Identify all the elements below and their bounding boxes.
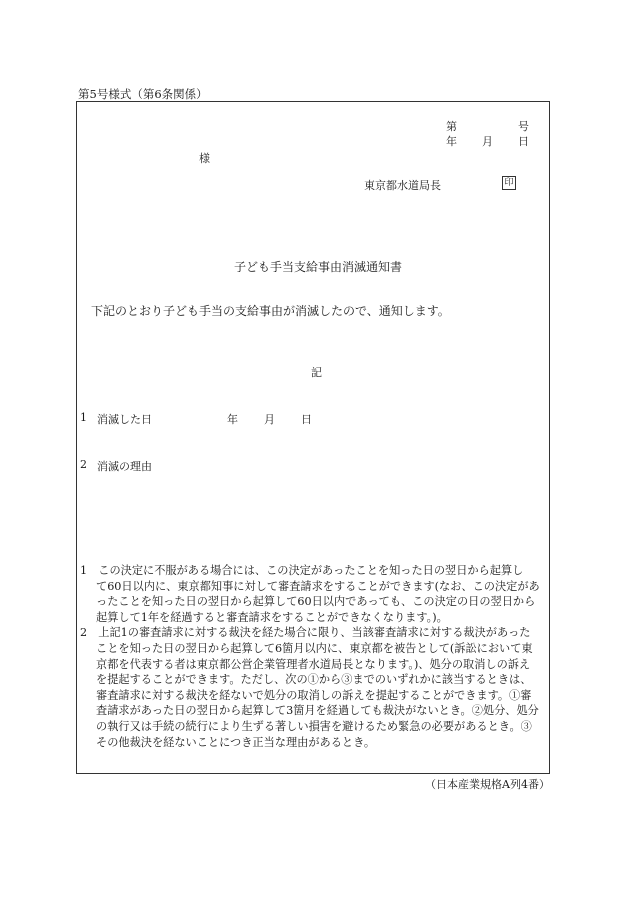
- body-text: 下記のとおり子ども手当の支給事由が消滅したので、通知します。: [91, 304, 450, 318]
- ki-heading: 記: [311, 366, 322, 379]
- note-line: 1 この決定に不服がある場合には、この決定があったことを知った日の翌日から起算し: [80, 564, 524, 577]
- item-1-number: 1: [80, 411, 87, 424]
- note-line: の執行又は手続の続行により生ずる著しい損害を避けるため緊急の必要があるとき。③: [96, 719, 532, 733]
- date-month: 月: [482, 135, 493, 148]
- date-year: 年: [446, 135, 457, 148]
- recipient-honorific: 様: [199, 152, 210, 165]
- note-line: 審査請求に対する裁決を経ないで処分の取消しの訴えを提起することができます。①審: [96, 688, 532, 702]
- note-line: ことを知った日の翌日から起算して6箇月以内に、東京都を被告として(訴訟において東: [96, 641, 533, 655]
- item-1-label: 消滅した日: [97, 413, 152, 426]
- number-suffix: 号: [518, 120, 529, 133]
- note-line: を提起することができます。ただし、次の①から③までのいずれかに該当するときは、: [96, 673, 532, 687]
- jis-size-note: （日本産業規格A列4番）: [425, 778, 550, 791]
- form-label: 第5号様式（第6条関係）: [78, 87, 208, 101]
- note-line: 査請求があった日の翌日から起算して3箇月を経過しても裁決がないとき。②処分、処分: [96, 704, 539, 718]
- item-2-label: 消滅の理由: [97, 460, 152, 473]
- note-line: 起算して1年を経過すると審査請求をすることができなくなります。)。: [96, 610, 448, 624]
- item-2-number: 2: [80, 458, 87, 471]
- issuer-name: 東京都水道局長: [364, 179, 441, 192]
- date-day: 日: [518, 135, 529, 148]
- document-title: 子ども手当支給事由消滅通知書: [234, 260, 403, 274]
- appeal-notes: [80, 563, 550, 750]
- note-line: 2 上記1の審査請求に対する裁決を経た場合に限り、当該審査請求に対する裁決があった: [80, 626, 531, 640]
- item-1-year: 年: [227, 413, 238, 426]
- item-1-month: 月: [264, 413, 275, 426]
- note-line: て60日以内に、東京都知事に対して審査請求をすることができます(なお、この決定があ: [96, 579, 540, 593]
- note-line: ったことを知った日の翌日から起算して60日以内であっても、この決定の日の翌日から: [96, 595, 536, 609]
- number-prefix: 第: [446, 120, 457, 133]
- item-1-day: 日: [301, 413, 312, 426]
- note-line: 京都を代表する者は東京都公営企業管理者水道局長となります。)、処分の取消しの訴え: [96, 657, 531, 671]
- seal-stamp-box: 印: [502, 176, 516, 190]
- note-line: その他裁決を経ないことにつき正当な理由があるとき。: [96, 735, 376, 749]
